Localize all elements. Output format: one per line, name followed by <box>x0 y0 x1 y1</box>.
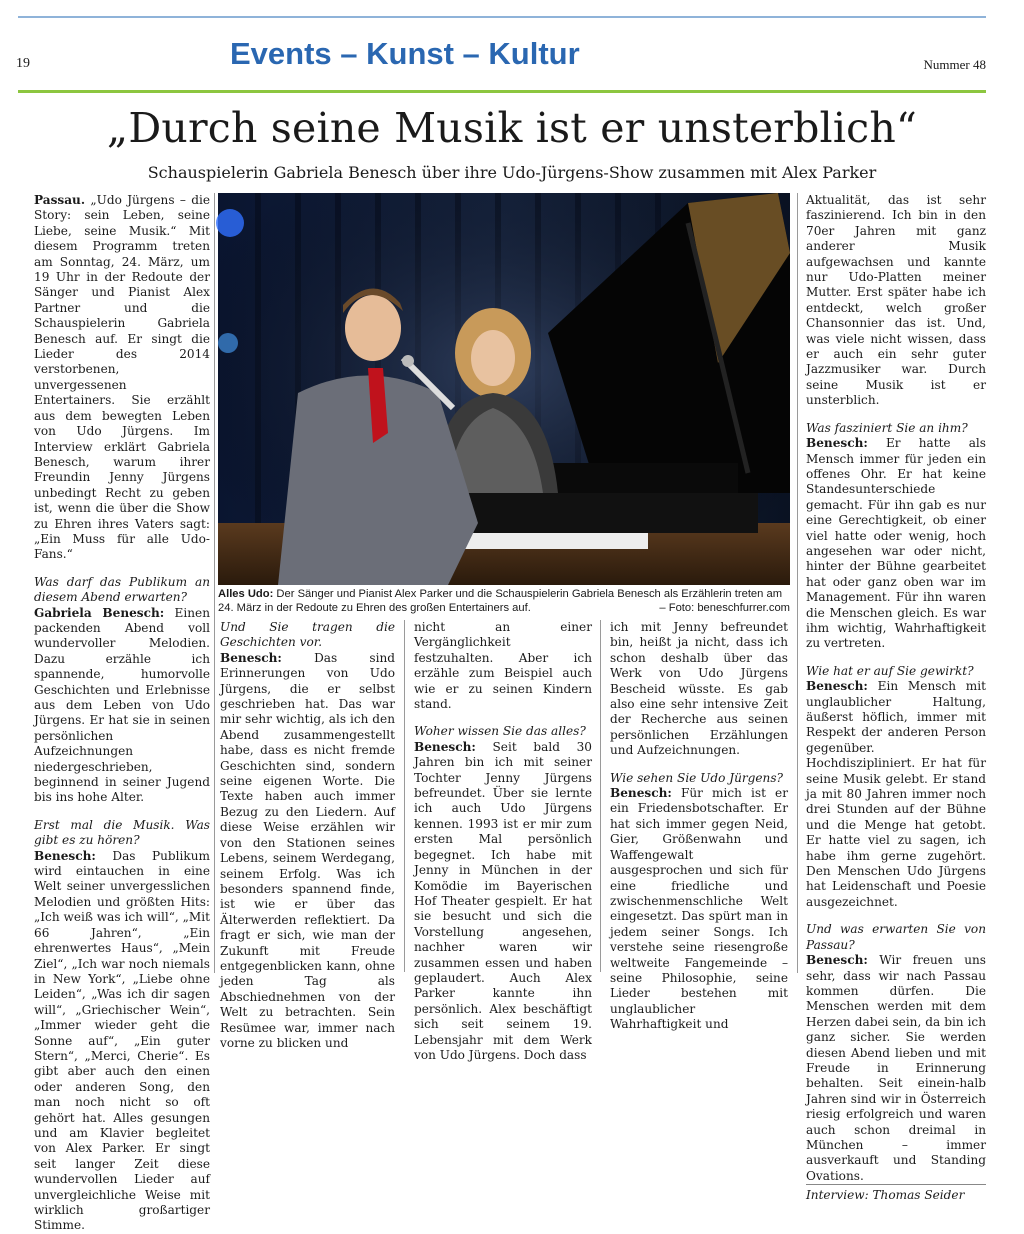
question: Woher wissen Sie das alles? <box>414 724 586 739</box>
answer-continued: nicht an einer Vergänglichkeit festzuhalten. Aber ich erzähle zum Beispiel auch wie er zu seinen Kindern stand. <box>414 620 592 712</box>
answer <box>414 740 592 1064</box>
answer-continued: Aktualität, das ist sehr faszinierend. Ich bin in den 70er Jahren mit ganz anderer Musik aufgewachsen und kannte nur Udo-Platten meiner Mutter. Erst später habe ich entdeckt, welch großer Chansonnier das ist. Und, was viele nicht wissen, dass er auch ein sehr guter Jazzmusiker war. Durch seine Musik ist er unsterblich. <box>806 193 986 408</box>
page-number: 19 <box>16 56 30 71</box>
question: Erst mal die Musik. Was gibt es zu hören? <box>34 817 210 848</box>
caption-text: Der Sänger und Pianist Alex Parker und die Schauspielerin Gabriela Benesch als Erzählerin treten am 24. März in der Redoute zu Ehren des großen Entertainers auf. <box>218 588 783 614</box>
caption-lead: Alles Udo: <box>218 588 274 600</box>
question: Und was erwarten Sie von Passau? <box>806 922 986 952</box>
speaker-label: Benesch: <box>34 848 96 863</box>
section-rule <box>18 90 986 93</box>
answer-text: Einen packenden Abend voll wundervoller Melodien. Dazu erzähle ich spannende, humorvolle Geschichten und Erlebnisse aus dem Leben von Udo Jürgens. Er hat sie in seinen persönlichen Aufzeichnungen niedergeschrieben, beginnend in seiner Jugend bis ins hohe Alter. <box>34 605 210 805</box>
speaker-label: Gabriela Benesch: <box>34 605 165 620</box>
dateline: Passau. <box>34 193 86 207</box>
column-separator <box>797 193 798 973</box>
answer-text: Seit bald 30 Jahren bin ich mit seiner Tochter Jenny Jürgens befreundet. Über sie lernte ich auch Udo Jürgens kennen. 1993 ist er mir zum ersten Mal persönlich begegnet. Ich habe mit Jenny in München in der Komödie im Bayerischen Hof Theater gespielt. Er hat sie besucht und sich die Vorstellung angesehen, nachher waren wir zusammen essen und haben geplaudert. Auch Alex Parker kannte ihn persönlich. Alex beschäftigt sich seit seinem 19. Lebensjahr mit dem Werk von Udo Jürgens. Doch dass <box>414 739 592 1062</box>
speaker-label: Benesch: <box>806 953 868 968</box>
photo-caption <box>218 587 790 615</box>
answer-text: Wir freuen uns sehr, dass wir nach Passau kommen dürfen. Die Menschen werden mit dem Herzen dabei sein, da bin ich ganz sicher. Sie werden diesen Abend lieben und mit Freude in Erinnerung behalten. Seit einein-halb Jahren sind wir in Österreich riesig erfolgreich und waren auch schon dreimal in München – immer ausverkauft und Standing Ovations. <box>806 953 986 1183</box>
issue-number: Nummer 48 <box>923 57 986 72</box>
speaker-label: Benesch: <box>414 739 476 754</box>
interviewer-credit: Interview: Thomas Seider <box>806 1184 986 1203</box>
answer-text: Ein Mensch mit unglaublicher Haltung, äußerst höflich, immer mit Respekt der anderen Person gegenüber. Hochdiszipliniert. Er hat für seine Musik gelebt. Er stand ja mit 80 Jahren immer noch drei Stunden auf der Bühne und die Menge hat getobt. Er hatte viel zu sagen, ich habe ihm gerne zugehört. Den Menschen Udo Jürgens hat Leidenschaft und Poesie ausgezeichnet. <box>806 679 986 909</box>
answer <box>806 436 986 652</box>
answer-text: Das sind Erinnerungen von Udo Jürgens, die er selbst geschrieben hat. Das war mir sehr wichtig, als ich den Abend zusammengestellt habe, dass es nicht fremde Geschichten sind, sondern seine eigenen Worte. Die Texte haben auch immer Bezug zu den Liedern. Auf diese Weise erzählen wir von den Stationen seines Lebens, seinem Werdegang, seinem Erfolg. Was ich besonders spannend finde, ist wie er über das Älterwerden reflektiert. Da fragt er sich, wie man der Zukunft mit Freude entgegenblicken kann, ohne jeden Tag als Abschiednehmen von der Welt zu betrachten. Sein Resümee war, immer nach vorne zu blicken und <box>220 650 395 1050</box>
intro-paragraph <box>34 193 210 563</box>
speaker-label: Benesch: <box>806 679 868 694</box>
article-subheadline: Schauspielerin Gabriela Benesch über ihre Udo-Jürgens-Show zusammen mit Alex Parker <box>147 163 877 182</box>
column-2 <box>220 620 395 1050</box>
speaker-label: Benesch: <box>806 436 868 451</box>
question: Wie hat er auf Sie gewirkt? <box>806 663 974 678</box>
column-separator <box>600 620 601 972</box>
photo-credit: – Foto: beneschfurrer.com <box>659 602 790 614</box>
column-separator <box>404 620 405 972</box>
answer <box>806 679 986 910</box>
top-rule <box>18 16 986 18</box>
stage-photo-illustration <box>218 193 790 585</box>
question: Was darf das Publikum an diesem Abend erwarten? <box>34 574 210 605</box>
intro-text: „Udo Jürgens – die Story: sein Leben, seine Liebe, seine Musik.“ Mit diesem Programm treten am Sonntag, 24. März, um 19 Uhr in der Redoute der Sänger und Pianist Alex Partner und die Schauspielerin Gabriela Benesch auf. Er singt die Lieder des 2014 verstorbenen, unvergessenen Entertainers. Sie erzählt aus dem bewegten Leben von Udo Jürgens. Im Interview erklärt Gabriela Benesch, warum ihrer Freundin Jenny Jürgens unbedingt Recht zu geben ist, wenn die über die Show zu Ehren ihres Vaters sagt: „Ein Muss für alle Udo-Fans.“ <box>34 193 210 562</box>
answer <box>610 786 788 1033</box>
answer-text: Für mich ist er ein Friedensbotschafter. Er hat sich immer gegen Neid, Gier, Größenwahn und Waffengewalt ausgesprochen und sich für eine friedliche und zwischenmenschliche Welt eingesetzt. Das spürt man in jedem seiner Songs. Ich verstehe seine riesengroße weltweite Fangemeinde – seine Philosophie, seine Lieder bestehen mit unglaublicher Wahrhaftigkeit und <box>610 786 788 1032</box>
column-3 <box>414 620 592 1062</box>
column-separator <box>214 193 215 973</box>
answer-text: Das Publikum wird eintauchen in eine Welt seiner unvergesslichen Melodien und größten Hits: „Ich weiß was ich will“, „Mit 66 Jahren“, „Ein ehrenwertes Haus“, „Mein Ziel“, „Ich war noch niemals in New York“, „Liebe ohne Leiden“, „Was ich dir sagen will“, „Griechischer Wein“, „Immer wieder geht die Sonne auf“, „Ein guter Stern“, „Merci, Cherie“. Es gibt aber auch den einen oder anderen Song, den man noch nicht so oft gehört hat. Alles gesungen und am Klavier begleitet von Alex Parker. Er singt seit langer Zeit diese wundervollen Lieder auf unvergleichliche Weise mit wirklich großartiger Stimme. <box>34 848 210 1233</box>
article-photo <box>218 193 790 585</box>
article-headline: „Durch seine Musik ist er unsterblich“ <box>106 104 918 152</box>
section-rubric: Events – Kunst – Kultur <box>230 36 580 71</box>
answer <box>806 953 986 1184</box>
column-5 <box>806 193 986 1203</box>
answer-continued: ich mit Jenny befreundet bin, heißt ja nicht, dass ich schon deshalb über das Werk von Udo Jürgens Bescheid wüsste. Es gab also eine sehr intensive Zeit der Recherche aus seinen persönlichen Erzählungen und Aufzeichnungen. <box>610 620 788 758</box>
speaker-label: Benesch: <box>610 786 672 801</box>
question: Und Sie tragen die Geschichten vor. <box>220 620 395 650</box>
column-1 <box>34 193 210 1233</box>
answer <box>34 606 210 806</box>
question: Was fasziniert Sie an ihm? <box>806 420 968 435</box>
answer <box>220 651 395 1052</box>
column-4 <box>610 620 788 1032</box>
speaker-label: Benesch: <box>220 650 282 665</box>
question: Wie sehen Sie Udo Jürgens? <box>610 770 784 785</box>
answer-text: Er hatte als Mensch immer für jeden ein offenes Ohr. Er hat keine Standesunterschiede gemacht. Für ihn gab es nur eine Gerechtigkeit, ob einer viel hatte oder wenig, hoch angesehen war oder nicht, hinter der Bühne gearbeitet hat oder ganz oben war im Management. Für ihn waren die Menschen gleich. Es war ihm wichtig, Wahrhaftigkeit zu vertreten. <box>806 436 986 651</box>
answer <box>34 849 210 1234</box>
